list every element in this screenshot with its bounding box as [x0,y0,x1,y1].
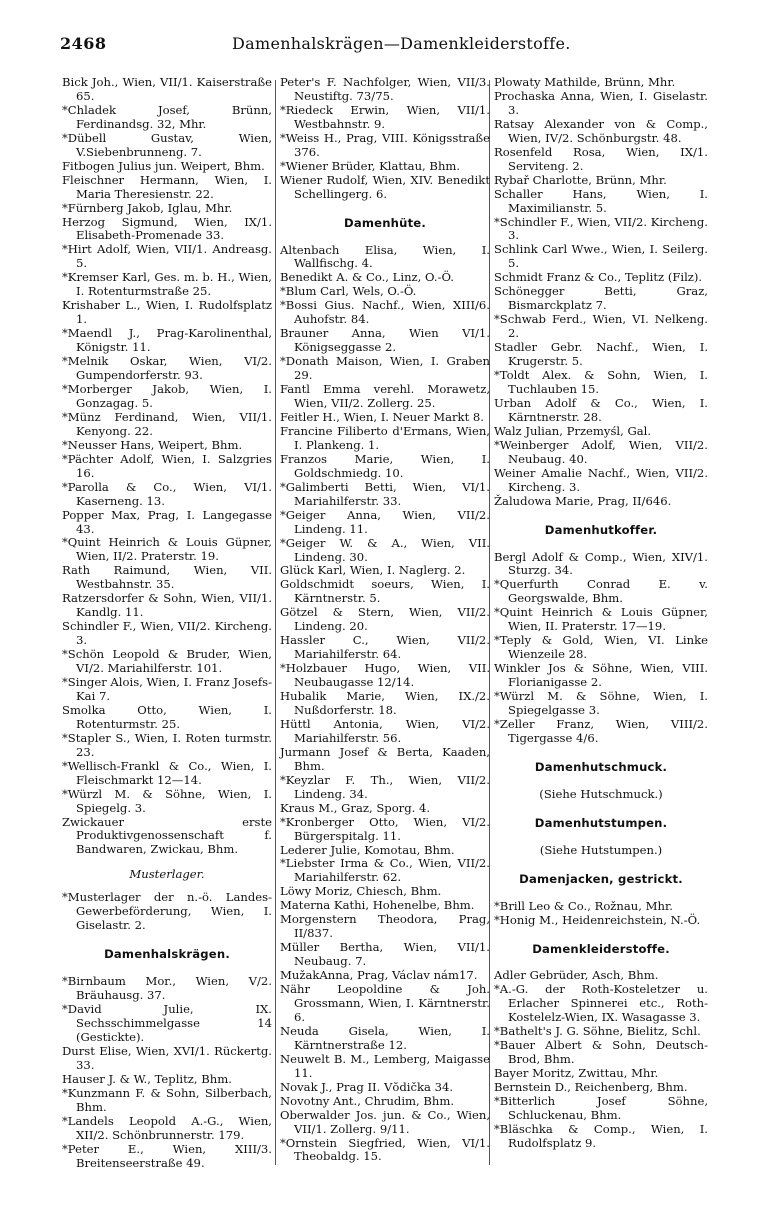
section-heading: Damenhutstumpen. [534,815,668,830]
directory-entry: *Bossi Gius. Nachf., Wien, XIII/6. Auhofstr. 84. [280,298,490,327]
directory-entry: *Fürnberg Jakob, Iglau, Mhr. [62,200,233,215]
directory-entry: *Landels Leopold A.-G., Wien, XII/2. Schönbrunnerstr. 179. [62,1113,272,1142]
cross-reference-note: (Siehe Hutschmuck.) [539,786,663,801]
directory-entry: *Brill Leo & Co., Rožnau, Mhr. [494,898,673,913]
directory-entry: Prochaska Anna, Wien, I. Giselastr. 3. [494,88,708,117]
directory-entry: *Querfurth Conrad E. v. Georgswalde, Bhm. [494,577,708,606]
directory-entry: Wiener Rudolf, Wien, XIV. Benedikt Schellingerg. 6. [280,172,490,201]
directory-entry: Fleischner Hermann, Wien, I. Maria Theresienstr. 22. [62,172,272,201]
directory-entry: Schmidt Franz & Co., Teplitz (Filz). [494,270,703,285]
directory-entry: *Chladek Josef, Brünn, Ferdinandsg. 32, Mhr. [62,102,272,131]
running-header-title: Damenhalskrägen—Damenkleiderstoffe. [232,34,571,53]
directory-entry: Smolka Otto, Wien, I. Rotenturmstr. 25. [62,702,272,731]
directory-entry: Fitbogen Julius jun. Weipert, Bhm. [62,158,265,173]
directory-entry: Ratzersdorfer & Sohn, Wien, VII/1. Kandlg. 11. [62,591,272,620]
directory-entry: *Schön Leopold & Bruder, Wien, VI/2. Mariahilferstr. 101. [62,647,272,676]
directory-entry: Brauner Anna, Wien VI/1. Königseggasse 2. [280,326,490,355]
section-heading: Damenkleiderstoffe. [532,941,670,956]
directory-entry: Schaller Hans, Wien, I. Maximilianstr. 5. [494,186,708,215]
page-number: 2468 [60,34,107,53]
directory-entry: *Riedeck Erwin, Wien, VII/1. Westbahnstr. 9. [280,102,490,131]
directory-entry: *Holzbauer Hugo, Wien, VII. Neubaugasse 12/14. [280,661,490,690]
directory-entry: Kraus M., Graz, Sporg. 4. [280,800,431,815]
directory-entry: *Weiss H., Prag, VIII. Königsstraße 376. [280,130,490,159]
directory-entry: *Schindler F., Wien, VII/2. Kircheng. 3. [494,214,708,243]
directory-entry: *Parolla & Co., Wien, VI/1. Kaserneng. 13. [62,479,272,508]
column-1 [62,76,272,1170]
directory-entry: *Hirt Adolf, Wien, VII/1. Andreasg. 5. [62,242,272,271]
directory-entry: *David Julie, IX. Sechsschimmelgasse 14 (Gestickte). [62,1002,272,1044]
directory-entry: *Quint Heinrich & Louis Güpner, Wien, II/2. Praterstr. 19. [62,535,272,564]
directory-entry: *Teply & Gold, Wien, VI. Linke Wienzeile 28. [494,633,708,662]
directory-entry: Müller Bertha, Wien, VII/1. Neubaug. 7. [280,940,490,969]
directory-entry: *Weinberger Adolf, Wien, VII/2. Neubaug. 40. [494,437,708,466]
directory-entry: Krishaber L., Wien, I. Rudolfsplatz 1. [62,298,272,327]
directory-entry: Zwickauer erste Produktivgenossenschaft f. Bandwaren, Zwickau, Bhm. [62,814,272,857]
directory-entry: Hassler C., Wien, VII/2. Mariahilferstr. 64. [280,633,490,662]
directory-entry: Peter's F. Nachfolger, Wien, VII/3. Neustiftg. 73/75. [280,75,490,103]
directory-entry: Novotny Ant., Chrudim, Bhm. [280,1093,455,1108]
directory-entry: *Honig M., Heidenreichstein, N.-Ö. [494,912,701,927]
directory-entry: *A.-G. der Roth-Kosteletzer u. Erlacher Spinnerei etc., Roth-Kostelelz-Wien, IX. Wasagasse 3. [494,982,708,1025]
directory-entry: *Keyzlar F. Th., Wien, VII/2. Lindeng. 34. [280,772,490,801]
column-3 [494,76,708,1151]
directory-entry: Franzos Marie, Wien, I. Goldschmiedg. 10. [280,451,490,480]
directory-entry: *Bathelt's J. G. Söhne, Bielitz, Schl. [494,1024,701,1039]
directory-entry: Altenbach Elisa, Wien, I. Wallfischg. 4. [280,242,490,271]
directory-entry: Žaludowa Marie, Prag, II/646. [494,493,672,508]
directory-entry: *Ornstein Siegfried, Wien, VI/1. Theobaldg. 15. [280,1135,490,1164]
directory-entry: Neuda Gisela, Wien, I. Kärntnerstraße 12. [280,1023,490,1052]
directory-entry: *Galimberti Betti, Wien, VI/1. Mariahilferstr. 33. [280,479,490,508]
directory-entry: *Maendl J., Prag-Karolinenthal, Königstr. 11. [62,326,272,355]
directory-entry: Morgenstern Theodora, Prag, II/837. [280,912,490,941]
directory-entry: *Geiger Anna, Wien, VII/2. Lindeng. 11. [280,507,490,536]
directory-entry: *Dübell Gustav, Wien, V.Siebenbrunneng. 7. [62,130,272,159]
directory-entry: *Kunzmann F. & Sohn, Silberbach, Bhm. [62,1085,272,1114]
directory-entry: *Würzl M. & Söhne, Wien, I. Spiegelg. 3. [62,786,272,815]
section-heading: Damenhutschmuck. [534,759,668,774]
cross-reference-note: (Siehe Hutstumpen.) [539,842,663,857]
directory-entry: Winkler Jos & Söhne, Wien, VIII. Florianigasse 2. [494,661,708,690]
directory-entry: Durst Elise, Wien, XVI/1. Rückertg. 33. [62,1043,272,1072]
directory-entry: Popper Max, Prag, I. Langegasse 43. [62,507,272,536]
directory-entry: *Kremser Karl, Ges. m. b. H., Wien, I. Rotenturmstraße 25. [62,270,272,299]
directory-entry: Stadler Gebr. Nachf., Wien, I. Krugerstr. 5. [494,340,708,369]
directory-entry: Löwy Moriz, Chiesch, Bhm. [280,884,442,899]
directory-entry: Herzog Sigmund, Wien, IX/1. Elisabeth-Promenade 33. [62,214,272,243]
directory-entry: *Quint Heinrich & Louis Güpner, Wien, II. Praterstr. 17—19. [494,605,708,634]
directory-entry: Urban Adolf & Co., Wien, I. Kärntnerstr. 28. [494,395,708,424]
directory-entry: *Würzl M. & Söhne, Wien, I. Spiegelgasse 3. [494,689,708,717]
directory-entry: *Donath Maison, Wien, I. Graben 29. [280,354,490,383]
directory-entry: Walz Julian, Przemyśl, Gal. [494,423,652,438]
directory-entry: *Stapler S., Wien, I. Roten turmstr. 23. [62,730,272,759]
directory-entry: Glück Karl, Wien, I. Naglerg. 2. [280,563,466,578]
directory-entry: *Blum Carl, Wels, O.-Ö. [280,284,417,299]
directory-entry: Schindler F., Wien, VII/2. Kircheng. 3. [62,619,272,648]
directory-entry: *Kronberger Otto, Wien, VI/2. Bürgerspitalg. 11. [280,814,490,843]
directory-entry: Benedikt A. & Co., Linz, O.-Ö. [280,270,454,285]
section-heading: Damenhüte. [344,215,426,230]
directory-entry: *Pächter Adolf, Wien, I. Salzgries 16. [62,451,272,480]
directory-entry: Hüttl Antonia, Wien, VI/2. Mariahilferstr. 56. [280,716,490,745]
directory-entry: Hubalik Marie, Wien, IX./2. Nußdorferstr. 18. [280,689,490,717]
directory-entry: Bayer Moritz, Zwittau, Mhr. [494,1066,659,1081]
directory-entry: Jurmann Josef & Berta, Kaaden, Bhm. [280,744,490,773]
directory-entry: *Wellisch-Frankl & Co., Wien, I. Fleischmarkt 12—14. [62,758,272,787]
directory-entry: *Liebster Irma & Co., Wien, VII/2. Mariahilferstr. 62. [280,856,490,885]
directory-entry: *Neusser Hans, Weipert, Bhm. [62,437,243,452]
directory-entry: Novak J., Prag II. Vŏdička 34. [280,1079,454,1094]
directory-entry: Hauser J. & W., Teplitz, Bhm. [62,1071,232,1086]
directory-entry: Rosenfeld Rosa, Wien, IX/1. Serviteng. 2. [494,144,708,173]
directory-entry: *Bitterlich Josef Söhne, Schluckenau, Bhm. [494,1094,708,1122]
directory-entry: *Bläschka & Comp., Wien, I. Rudolfsplatz 9. [494,1121,708,1150]
section-heading: Damenjacken, gestrickt. [519,871,683,886]
directory-entry: *Bauer Albert & Sohn, Deutsch-Brod, Bhm. [494,1038,708,1067]
directory-entry: *Zeller Franz, Wien, VIII/2. Tigergasse 4/6. [494,716,708,745]
directory-entry: Oberwalder Jos. jun. & Co., Wien, VII/1. Zollerg. 9/11. [280,1107,490,1136]
directory-entry: *Wiener Brüder, Klattau, Bhm. [280,158,461,173]
directory-entry: Bergl Adolf & Comp., Wien, XIV/1. Sturzg. 34. [494,549,708,578]
directory-entry: Schlink Carl Wwe., Wien, I. Seilerg. 5. [494,242,708,271]
directory-entry: *Singer Alois, Wien, I. Franz Josefs-Kai 7. [62,674,272,703]
directory-entry: MužakAnna, Prag, Václav nám17. [280,968,478,983]
directory-entry: Lederer Julie, Komotau, Bhm. [280,842,455,857]
section-heading: Damenhalskrägen. [104,947,230,962]
directory-entry: Weiner Amalie Nachf., Wien, VII/2. Kircheng. 3. [494,465,708,494]
directory-entry: Neuwelt B. M., Lemberg, Maigasse 11. [280,1051,490,1080]
directory-entry: Nähr Leopoldine & Joh. Grossmann, Wien, I. Kärntnerstr. 6. [280,982,490,1024]
directory-entry: *Peter E., Wien, XIII/3. Breitenseerstraße 49. [62,1141,272,1170]
directory-entry: *Münz Ferdinand, Wien, VII/1. Kenyong. 22. [62,409,272,438]
directory-entry: Bick Joh., Wien, VII/1. Kaiserstraße 65. [62,75,272,103]
column-divider [275,80,276,1165]
directory-entry: Rybař Charlotte, Brünn, Mhr. [494,172,667,187]
directory-entry: Feitler H., Wien, I. Neuer Markt 8. [280,409,484,424]
directory-entry: *Birnbaum Mor., Wien, V/2. Bräuhausg. 37. [62,974,272,1003]
directory-entry: *Toldt Alex. & Sohn, Wien, I. Tuchlauben 15. [494,368,708,396]
directory-entry: Plowaty Mathilde, Brünn, Mhr. [494,75,676,89]
directory-entry: Adler Gebrüder, Asch, Bhm. [494,968,659,983]
section-heading: Damenhutkoffer. [544,522,658,537]
directory-entry: Rath Raimund, Wien, VII. Westbahnstr. 35. [62,563,272,592]
directory-entry: *Morberger Jakob, Wien, I. Gonzagag. 5. [62,381,272,410]
directory-entry: Goldschmidt soeurs, Wien, I. Kärntnerstr. 5. [280,577,490,606]
directory-entry: Ratsay Alexander von & Comp., Wien, IV/2. Schönburgstr. 48. [494,116,708,145]
column-2 [280,76,490,1164]
directory-entry: *Melnik Oskar, Wien, VI/2. Gumpendorferstr. 93. [62,354,272,383]
directory-entry: Schönegger Betti, Graz, Bismarckplatz 7. [494,284,708,313]
directory-entry: *Geiger W. & A., Wien, VII. Lindeng. 30. [280,535,490,564]
directory-entry: Götzel & Stern, Wien, VII/2. Lindeng. 20. [280,605,490,634]
directory-entry: Fantl Emma verehl. Morawetz, Wien, VII/2. Zollerg. 25. [280,382,490,411]
directory-entry: *Musterlager der n.-ö. Landes-Gewerbeförderung, Wien, I. Giselastr. 2. [62,890,272,933]
subsection-heading: Musterlager. [129,867,205,882]
directory-entry: Francine Filiberto d'Ermans, Wien, I. Plankeng. 1. [280,423,490,452]
directory-entry: *Schwab Ferd., Wien, VI. Nelkeng. 2. [494,312,708,341]
directory-entry: Bernstein D., Reichenberg, Bhm. [494,1080,688,1095]
directory-entry: Materna Kathi, Hohenelbe, Bhm. [280,898,475,913]
